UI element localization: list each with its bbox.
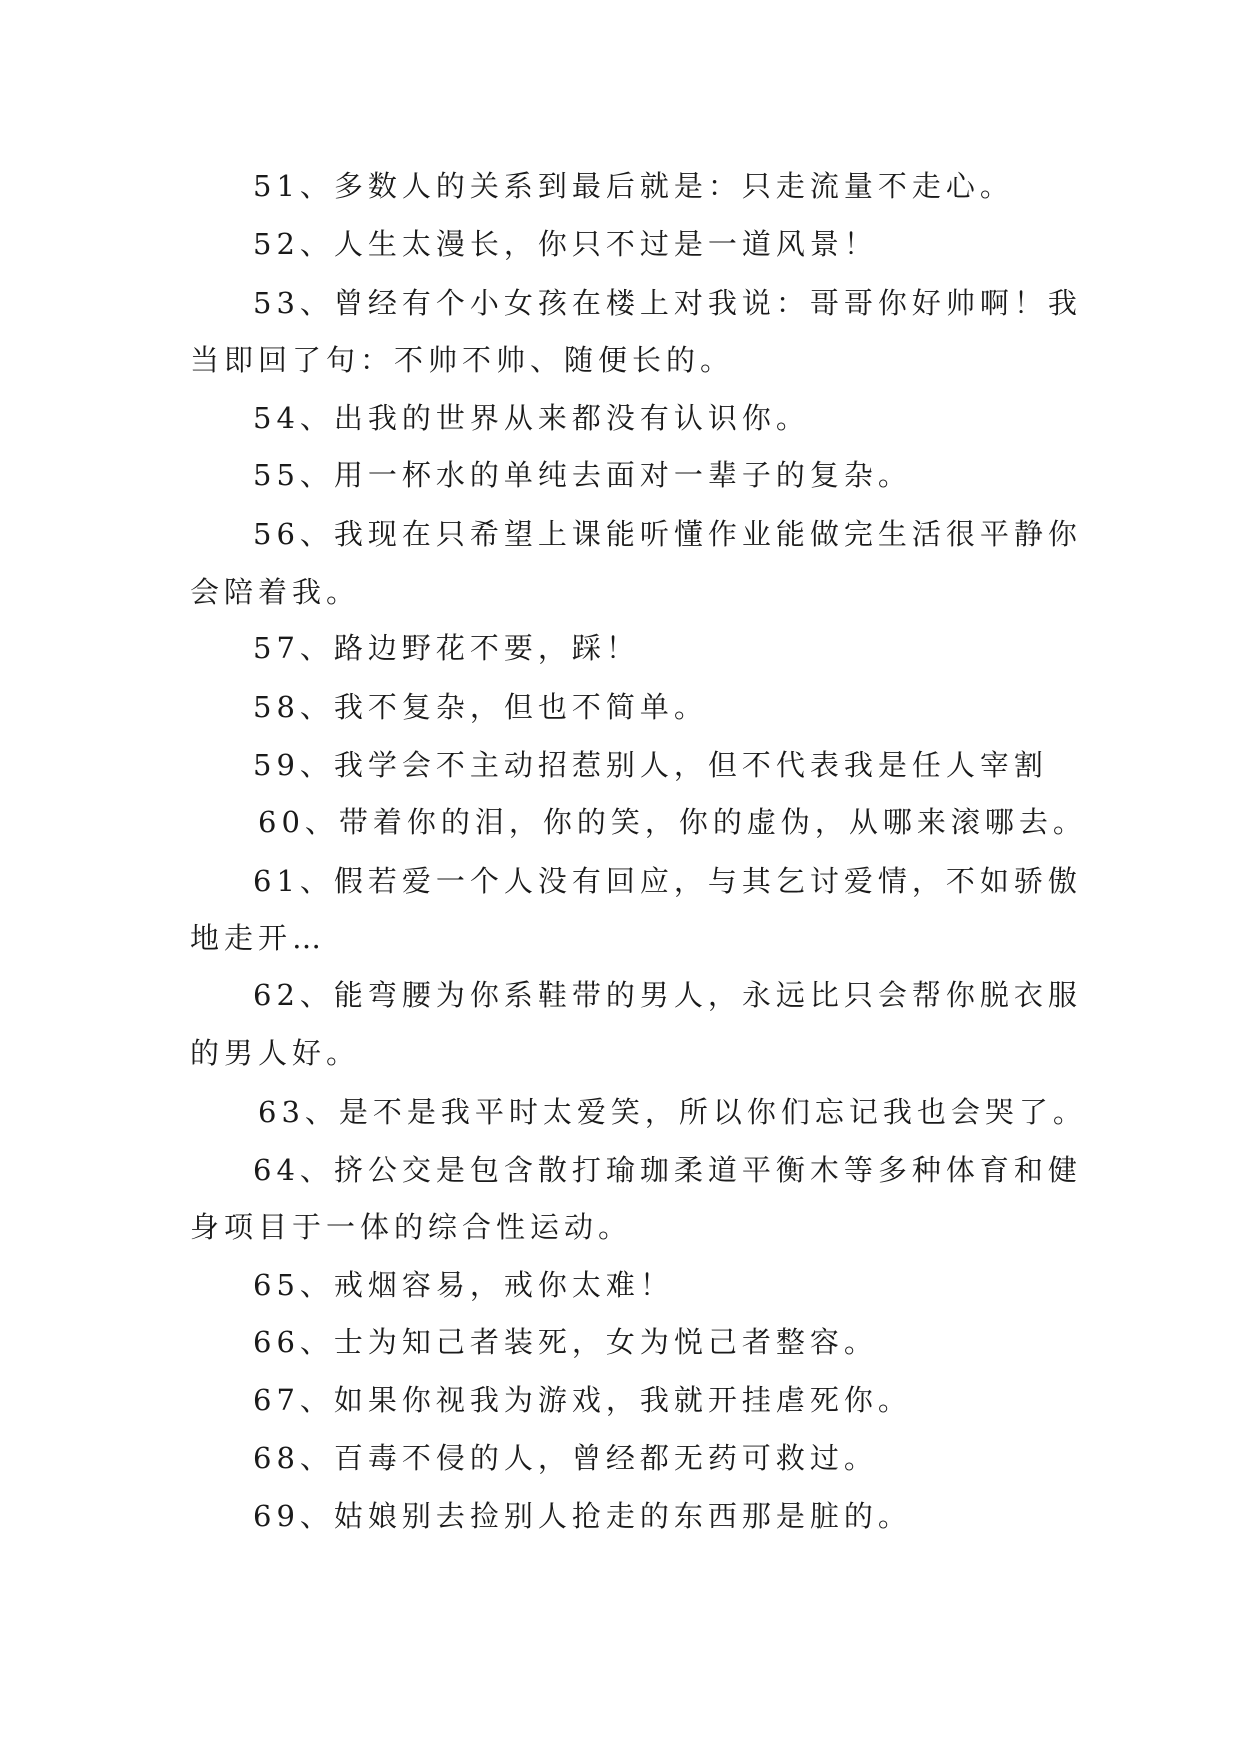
text-line-53-cont: 当即回了句：不帅不帅、随便长的。: [190, 343, 735, 377]
text-line-60: 60、带着你的泪，你的笑，你的虚伪，从哪来滚哪去。: [258, 805, 1087, 839]
text-line-62-cont: 的男人好。: [190, 1036, 361, 1070]
text-line-53: 53、曾经有个小女孩在楼上对我说：哥哥你好帅啊！我: [253, 286, 1082, 320]
text-line-58: 58、我不复杂，但也不简单。: [253, 690, 708, 724]
text-line-66: 66、士为知己者装死，女为悦己者整容。: [253, 1325, 878, 1359]
text-line-54: 54、出我的世界从来都没有认识你。: [253, 401, 810, 435]
text-line-61-cont: 地走开…: [190, 921, 327, 955]
text-line-57: 57、路边野花不要，踩！: [253, 631, 640, 665]
text-line-69: 69、姑娘别去捡别人抢走的东西那是脏的。: [253, 1499, 912, 1533]
text-line-56-cont: 会陪着我。: [190, 575, 361, 609]
text-line-64-cont: 身项目于一体的综合性运动。: [190, 1210, 633, 1244]
text-line-67: 67、如果你视我为游戏，我就开挂虐死你。: [253, 1383, 912, 1417]
text-line-51: 51、多数人的关系到最后就是：只走流量不走心。: [253, 169, 1014, 203]
text-line-56: 56、我现在只希望上课能听懂作业能做完生活很平静你: [253, 517, 1082, 551]
text-line-63: 63、是不是我平时太爱笑，所以你们忘记我也会哭了。: [258, 1095, 1087, 1129]
text-line-61: 61、假若爱一个人没有回应，与其乞讨爱情，不如骄傲: [253, 864, 1082, 898]
text-line-65: 65、戒烟容易，戒你太难！: [253, 1268, 674, 1302]
text-line-55: 55、用一杯水的单纯去面对一辈子的复杂。: [253, 458, 912, 492]
text-line-59: 59、我学会不主动招惹别人，但不代表我是任人宰割: [253, 748, 1048, 782]
text-line-62: 62、能弯腰为你系鞋带的男人，永远比只会帮你脱衣服: [253, 978, 1082, 1012]
text-line-52: 52、人生太漫长，你只不过是一道风景！: [253, 227, 878, 261]
text-line-64: 64、挤公交是包含散打瑜珈柔道平衡木等多种体育和健: [253, 1153, 1082, 1187]
text-line-68: 68、百毒不侵的人，曾经都无药可救过。: [253, 1441, 878, 1475]
